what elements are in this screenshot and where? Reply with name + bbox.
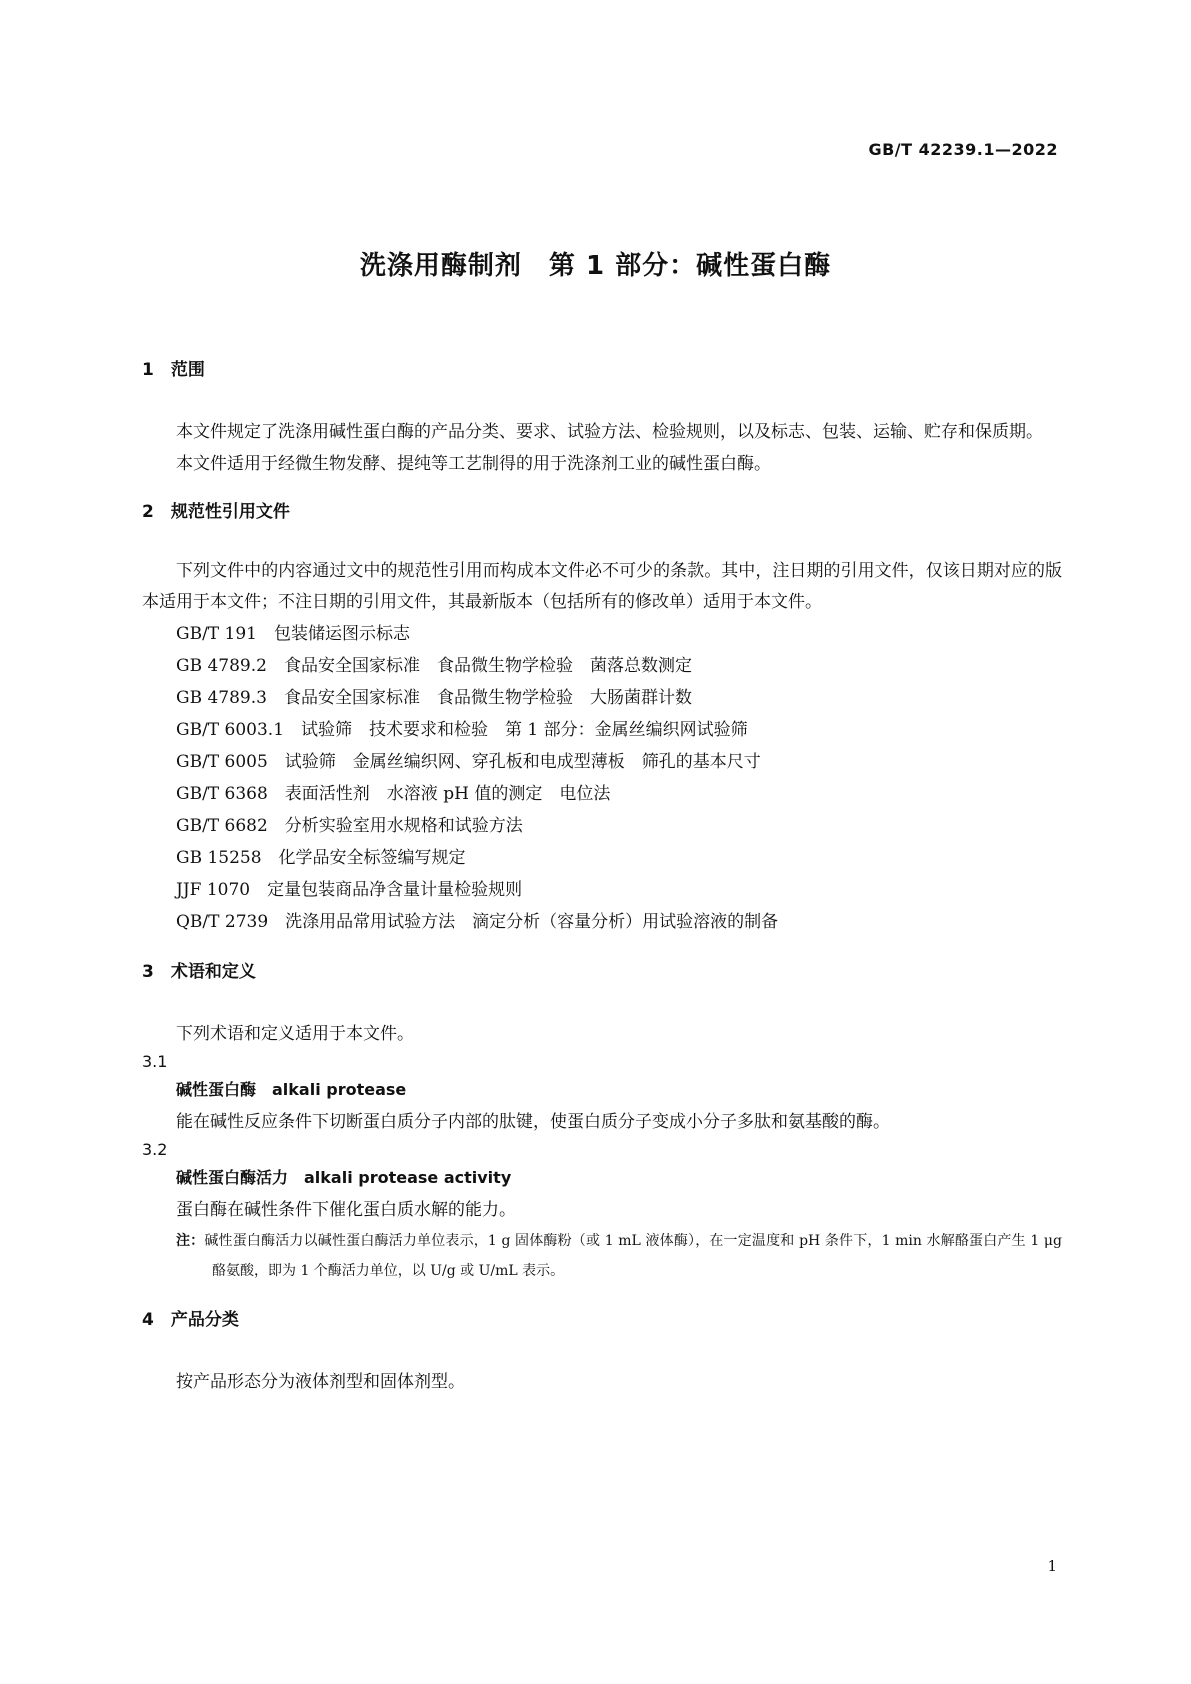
term-number: 3.2 — [142, 1140, 168, 1159]
reference-item: QB/T 2739 洗涤用品常用试验方法 滴定分析（容量分析）用试验溶液的制备 — [176, 912, 779, 932]
term-title: 碱性蛋白酶活力 alkali protease activity — [176, 1168, 512, 1187]
reference-item: GB/T 191 包装储运图示标志 — [176, 624, 410, 644]
section-2-intro: 下列文件中的内容通过文中的规范性引用而构成本文件必不可少的条款。其中，注日期的引用文件，仅该日期对应的版本适用于本文件；不注日期的引用文件，其最新版本（包括所有的修改单）适用于本文件。 — [142, 561, 1062, 612]
reference-item: GB/T 6682 分析实验室用水规格和试验方法 — [176, 816, 523, 836]
note-text: 碱性蛋白酶活力以碱性蛋白酶活力单位表示，1 g 固体酶粉（或 1 mL 液体酶），在一定温度和 pH 条件下，1 min 水解酪蛋白产生 1 μg 酪氨酸，即为 1 个酶活力单位，以 U/g 或 U/mL 表示。 — [204, 1233, 1062, 1279]
term-definition: 能在碱性反应条件下切断蛋白质分子内部的肽键，使蛋白质分子变成小分子多肽和氨基酸的酶。 — [176, 1112, 890, 1132]
term-definition: 蛋白酶在碱性条件下催化蛋白质水解的能力。 — [176, 1200, 516, 1220]
reference-item: GB 4789.3 食品安全国家标准 食品微生物学检验 大肠菌群计数 — [176, 688, 692, 708]
term-title: 碱性蛋白酶 alkali protease — [176, 1080, 407, 1099]
reference-item: GB/T 6003.1 试验筛 技术要求和检验 第 1 部分：金属丝编织网试验筛 — [176, 720, 748, 740]
section-1-paragraph: 本文件适用于经微生物发酵、提纯等工艺制得的用于洗涤剂工业的碱性蛋白酶。 — [176, 454, 771, 474]
reference-item: JJF 1070 定量包装商品净含量计量检验规则 — [176, 880, 523, 900]
standard-code: GB/T 42239.1—2022 — [868, 140, 1058, 159]
reference-item: GB/T 6005 试验筛 金属丝编织网、穿孔板和电成型薄板 筛孔的基本尺寸 — [176, 752, 761, 772]
section-1-heading: 1 范围 — [142, 360, 205, 380]
term-entry — [142, 1138, 1062, 1286]
term-note — [142, 1226, 1062, 1286]
reference-list — [142, 618, 1062, 938]
note-label: 注： — [176, 1233, 205, 1249]
term-entry — [142, 1050, 1062, 1138]
section-3-intro: 下列术语和定义适用于本文件。 — [176, 1024, 414, 1044]
document-title: 洗涤用酶制剂 第 1 部分：碱性蛋白酶 — [359, 251, 832, 281]
section-4-paragraph: 按产品形态分为液体剂型和固体剂型。 — [176, 1372, 465, 1392]
reference-item: GB 4789.2 食品安全国家标准 食品微生物学检验 菌落总数测定 — [176, 656, 692, 676]
section-4-heading: 4 产品分类 — [142, 1310, 239, 1330]
section-1-paragraph: 本文件规定了洗涤用碱性蛋白酶的产品分类、要求、试验方法、检验规则，以及标志、包装、运输、贮存和保质期。 — [176, 422, 1043, 442]
page-number: 1 — [1047, 1557, 1057, 1575]
term-number: 3.1 — [142, 1052, 168, 1071]
section-3-heading: 3 术语和定义 — [142, 962, 256, 982]
document-body — [142, 358, 1062, 1398]
reference-item: GB/T 6368 表面活性剂 水溶液 pH 值的测定 电位法 — [176, 784, 611, 804]
section-2-heading: 2 规范性引用文件 — [142, 502, 290, 522]
reference-item: GB 15258 化学品安全标签编写规定 — [176, 848, 466, 868]
